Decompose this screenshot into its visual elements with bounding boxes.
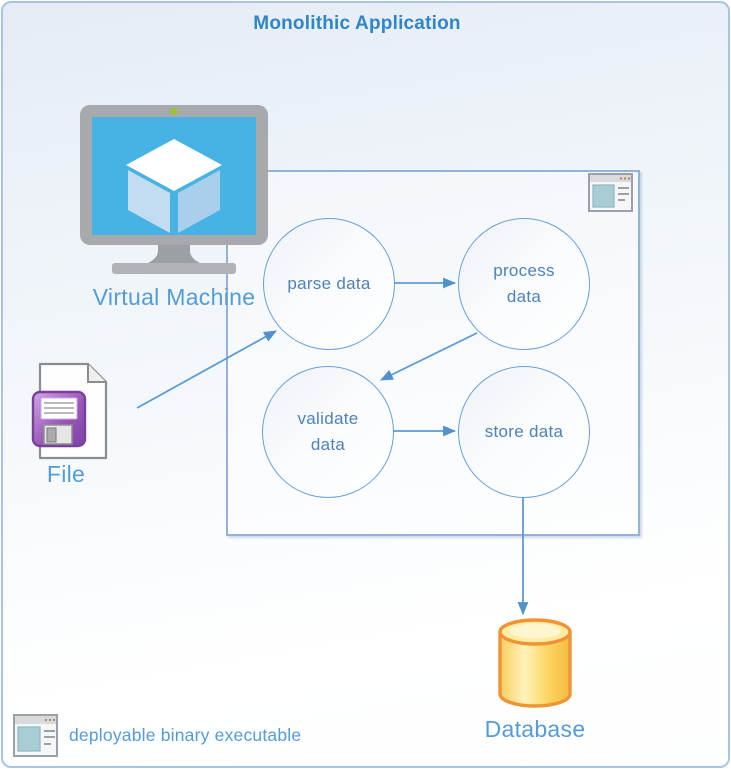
step-label-parse-data: parse data	[287, 274, 371, 293]
legend	[13, 714, 301, 757]
database-label: Database	[484, 716, 586, 742]
step-label-store-data: store data	[484, 422, 564, 441]
monitor-stand-base	[112, 263, 236, 274]
executable-window-icon	[588, 173, 633, 212]
file-icon	[31, 361, 113, 461]
legend-executable-icon	[13, 714, 58, 757]
window-content-pane	[593, 185, 614, 207]
legend-label: deployable binary executable	[69, 725, 302, 745]
power-led	[171, 108, 178, 115]
file-label: File	[46, 461, 86, 487]
step-circle-validate-data	[262, 366, 394, 498]
step-circle-process-data	[458, 218, 590, 350]
virtual-machine-label: Virtual Machine	[92, 284, 256, 310]
virtual-machine-icon	[78, 103, 270, 277]
step-label-validate-data: validate data	[297, 409, 359, 454]
database-icon	[495, 616, 575, 710]
step-label-process-data: process data	[493, 261, 555, 306]
titlebar-dots	[620, 177, 630, 179]
cylinder-top-highlight	[509, 624, 561, 639]
floppy-disk-icon	[33, 392, 85, 446]
diagram-title: Monolithic Application	[253, 13, 461, 34]
monitor-stand-neck	[148, 245, 200, 263]
step-circle-store-data	[458, 366, 590, 498]
